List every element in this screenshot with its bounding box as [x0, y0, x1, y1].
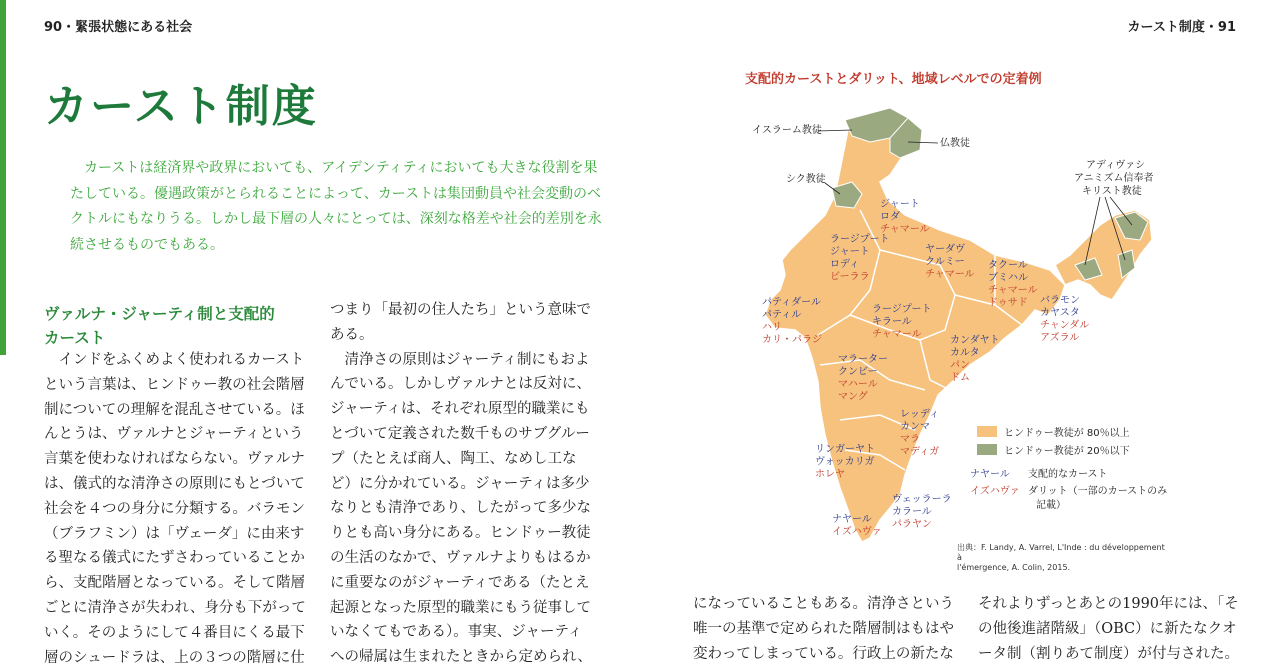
dominant-caste-label-mp: ラージプート: [872, 304, 932, 315]
lead-line: たしている。優遇政策がとられることによって、カーストは集団動員や社会変動のベ: [70, 185, 602, 202]
running-header-right: カースト制度・91: [1127, 20, 1236, 35]
dominant-caste-label-bihar: ブミハル: [988, 272, 1028, 284]
body-line: んとうは、ヴァルナとジャーティという: [44, 426, 304, 443]
body-line: つまり「最初の住人たち」という意味で: [330, 302, 591, 318]
body-line: インドをふくめよく使われるカースト: [44, 352, 305, 368]
dominant-caste-label-rajasthan: ラージプート: [830, 234, 890, 245]
body-line: という言葉は、ヒンドゥー教の社会階層: [44, 376, 305, 393]
legend-dominant-example: ナヤール: [970, 469, 1010, 480]
legend-swatch-hindu80: [977, 426, 997, 437]
dominant-caste-label-north: ジャート: [880, 199, 920, 210]
legend-dominant-text: 支配的なカースト: [1028, 469, 1108, 480]
dalit-label-bihar: チャマール: [988, 285, 1038, 296]
body-line: ら、支配階層となっている。そして階層: [44, 575, 305, 592]
lead-paragraph: [70, 156, 602, 258]
map-title: 支配的カーストとダリット、地域レベルでの定着例: [745, 72, 1042, 87]
body-column-2: [330, 298, 592, 670]
body-line: りとも高い身分にある。ヒンドゥー教徒: [330, 525, 591, 542]
body-line: への帰属は生まれたときから定められ、: [330, 649, 592, 666]
body-line: ある。: [330, 326, 374, 343]
body-line: 制についての理解を混乱させている。ほ: [44, 401, 305, 418]
body-line: ごとに清浄さが失われ、身分も下がって: [44, 599, 306, 616]
dalit-label-odisha: ドム: [950, 372, 970, 384]
dominant-caste-label-up: ヤーダヴ: [925, 244, 965, 255]
dalit-label-tamil: パラヤン: [892, 519, 932, 530]
dominant-caste-label-north: ロダ: [880, 211, 900, 223]
dalit-label-maharashtra: マング: [838, 391, 868, 403]
body-line: 層のシュードラは、上の３つの階層に仕: [44, 649, 305, 666]
label-buddhism: 仏教徒: [940, 138, 970, 149]
body-line: それよりずっとあとの1990年には、「そ: [978, 596, 1239, 612]
dominant-caste-label-andhra: カンマ: [900, 421, 930, 433]
label-sikh: シク教徒: [786, 174, 826, 185]
dalit-label-bihar: ドゥサド: [988, 297, 1028, 309]
body-line: 起源となった原型的職業にもう従事して: [330, 599, 591, 616]
legend-swatch-hindu20: [977, 444, 997, 455]
body-line: んでいる。しかしヴァルナとは反対に、: [330, 376, 591, 393]
body-line: ど）に分かれている。ジャーティは多少: [330, 475, 590, 492]
dalit-label-andhra: マラ: [900, 434, 920, 445]
dominant-caste-label-rajasthan: ジャート: [830, 246, 870, 258]
dominant-caste-label-up: クルミー: [925, 256, 965, 268]
dalit-label-mp: チャマール: [872, 329, 922, 340]
india-caste-map: [740, 90, 1180, 545]
dominant-caste-label-tamil: ヴェッラーラ: [892, 494, 952, 505]
legend-dalit-text-1: ダリット（一部のカーストのみ: [1028, 486, 1168, 497]
body-line: プ（たとえば商人、陶工、なめし工な: [330, 450, 577, 467]
body-line: に重要なのがジャーティである（たとえ: [330, 574, 590, 591]
label-islam: イスラーム教徒: [752, 125, 822, 136]
body-line: 清浄さの原則はジャーティ制にもおよ: [330, 351, 590, 368]
body-line: 唯一の基準で定められた階層制はもはや: [693, 620, 954, 637]
dominant-caste-label-maharashtra: クンビー: [838, 366, 878, 378]
body-line: になっていることもある。清浄さという: [693, 596, 954, 612]
dalit-label-gujarat: ハリ: [762, 322, 782, 333]
legend-hindu80: ヒンドゥー教徒が 80％以上: [1004, 428, 1130, 439]
dominant-caste-label-bengal: バラモン: [1040, 295, 1080, 306]
body-column-3: [693, 592, 954, 666]
legend-hindu20: ヒンドゥー教徒が 20％以下: [1004, 446, 1130, 457]
dominant-caste-label-maharashtra: マラーター: [838, 354, 888, 365]
dominant-caste-label-odisha: カンダヤト: [950, 335, 1000, 346]
map-source-line: 出典：F. Landy, A. Varrel, L'Inde : du développement à: [957, 543, 1165, 562]
dominant-caste-label-karnataka: リンガーヤト: [815, 444, 875, 455]
body-line: なりとも清浄であり、したがって多少な: [330, 500, 591, 517]
dalit-label-bengal: チャンダル: [1040, 320, 1090, 331]
dominant-caste-label-rajasthan: ロディ: [830, 259, 860, 270]
dalit-label-bengal: アズラル: [1040, 332, 1080, 344]
dominant-caste-label-kerala: ナヤール: [832, 514, 872, 525]
legend-dalit-text-2: 記載）: [1036, 500, 1066, 511]
dalit-label-kerala: イズハヴァ: [832, 526, 882, 538]
label-tribal-3: キリスト教徒: [1082, 186, 1142, 197]
label-tribal-2: アニミズム信奉者: [1074, 173, 1154, 184]
body-column-4: [978, 592, 1239, 666]
section-heading-line: ヴァルナ・ジャーティ制と支配的: [44, 305, 275, 323]
body-line: の生活のなかで、ヴァルナよりもはるか: [330, 549, 591, 566]
section-heading-line: カースト: [44, 329, 106, 347]
section-heading: [44, 302, 275, 350]
dalit-label-odisha: パン: [950, 360, 970, 371]
dalit-label-up: チャマール: [925, 269, 975, 280]
dominant-caste-label-andhra: レッディ: [900, 409, 940, 420]
dalit-label-rajasthan: ビーララ: [830, 271, 870, 283]
dominant-caste-label-bihar: タクール: [988, 260, 1028, 271]
body-column-1: [44, 348, 306, 670]
running-header-left: 90・緊張状態にある社会: [44, 20, 193, 35]
dominant-caste-label-odisha: カルタ: [950, 347, 980, 359]
dalit-label-andhra: マディガ: [900, 446, 940, 458]
lead-line: カーストは経済界や政界においても、アイデンティティにおいても大きな役割を果: [84, 160, 598, 176]
page-title: カースト制度: [44, 81, 318, 132]
legend-dalit-example: イズハヴァ: [970, 486, 1020, 497]
dalit-label-gujarat: カリ・パラジ: [762, 334, 822, 346]
body-line: 言葉を使わなければならない。ヴァルナ: [44, 451, 305, 468]
dominant-caste-label-tamil: カラール: [892, 506, 932, 518]
body-line: の他後進諸階級」（OBC）に新たなクオ: [978, 620, 1237, 637]
lead-line: 続させるものでもある。: [70, 236, 224, 253]
dominant-caste-label-bengal: カヤスタ: [1040, 307, 1080, 319]
body-line: ータ制（割りあて制度）が付与された。: [978, 645, 1239, 662]
body-line: （ブラフミン）は「ヴェーダ」に由来す: [44, 525, 305, 542]
dalit-label-maharashtra: マハール: [838, 379, 878, 390]
map-source-line: l'émergence, A. Colin, 2015.: [957, 563, 1071, 572]
body-line: いく。そのようにして４番目にくる最下: [44, 624, 305, 641]
body-line: いなくてもである）。事実、ジャーティ: [330, 624, 583, 641]
dominant-caste-label-gujarat: パティダール: [762, 297, 821, 308]
body-line: る聖なる儀式にたずさわっていることか: [44, 550, 305, 567]
body-line: とづいて定義された数千ものサブグルー: [330, 425, 590, 442]
dominant-caste-label-mp: キラール: [872, 316, 912, 328]
dalit-label-north: チャマール: [880, 224, 930, 235]
dalit-label-karnataka: ホレヤ: [815, 469, 845, 480]
dominant-caste-label-karnataka: ヴォッカリガ: [815, 456, 875, 468]
map-source: [957, 543, 1167, 573]
label-tribal-1: アディヴァシ: [1086, 160, 1146, 171]
body-line: 変わってしまっている。行政上の新たな: [693, 645, 954, 662]
body-line: 社会を４つの身分に分類する。バラモン: [44, 500, 305, 517]
dominant-caste-label-gujarat: パティル: [762, 309, 802, 321]
green-margin-bar: [0, 0, 6, 355]
lead-line: クトルにもなりうる。しかし最下層の人々にとっては、深刻な格差や社会的差別を永: [70, 211, 602, 227]
body-line: ジャーティは、それぞれ原型的職業にも: [330, 401, 590, 418]
body-line: は、儀式的な清浄さの原則にもとづいて: [44, 475, 305, 492]
